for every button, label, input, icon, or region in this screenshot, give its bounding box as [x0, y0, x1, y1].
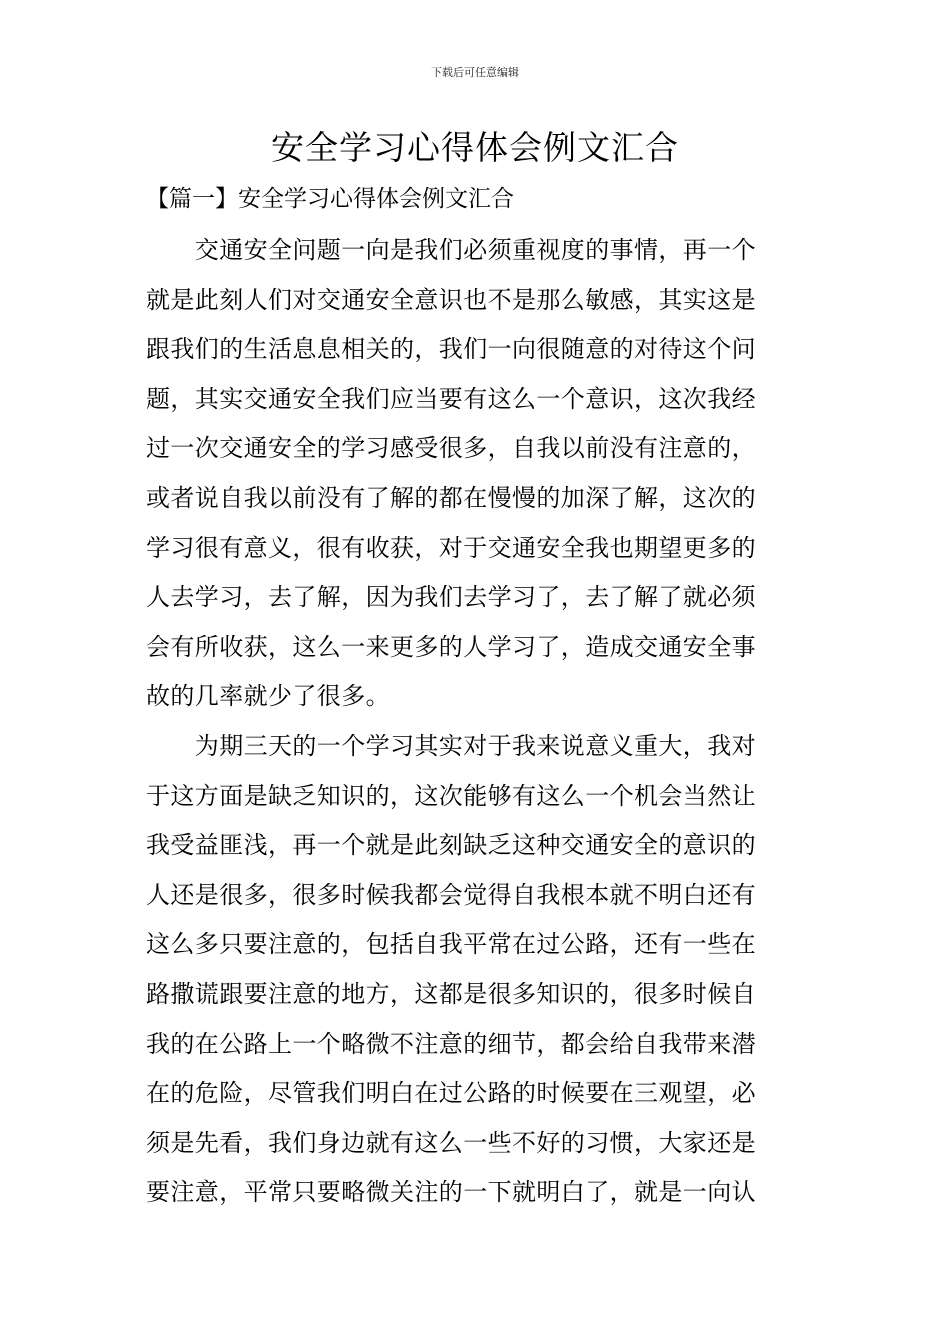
text-line: 路撒谎跟要注意的地方，这都是很多知识的，很多时候自	[146, 979, 756, 1008]
paragraph-2	[146, 722, 806, 1218]
text-line: 故的几率就少了很多。	[146, 682, 390, 711]
text-line: 在的危险，尽管我们明白在过公路的时候要在三观望，必	[146, 1079, 756, 1108]
text-line: 或者说自我以前没有了解的都在慢慢的加深了解，这次的	[146, 483, 756, 512]
text-line: 我受益匪浅，再一个就是此刻缺乏这种交通安全的意识的	[146, 831, 756, 860]
text-line: 人去学习，去了解，因为我们去学习了，去了解了就必须	[146, 583, 756, 612]
text-line: 过一次交通安全的学习感受很多，自我以前没有注意的，	[146, 434, 756, 463]
text-line: 这么多只要注意的，包括自我平常在过公路，还有一些在	[146, 930, 756, 959]
text-line: 学习很有意义，很有收获，对于交通安全我也期望更多的	[146, 533, 756, 562]
text-line: 于这方面是缺乏知识的，这次能够有这么一个机会当然让	[146, 781, 756, 810]
text-line: 交通安全问题一向是我们必须重视度的事情，再一个	[146, 236, 756, 264]
text-line: 要注意，平常只要略微关注的一下就明白了，就是一向认	[146, 1178, 756, 1207]
text-line: 就是此刻人们对交通安全意识也不是那么敏感，其实这是	[146, 285, 756, 314]
text-line: 我的在公路上一个略微不注意的细节，都会给自我带来潜	[146, 1029, 756, 1058]
text-line: 须是先看，我们身边就有这么一些不好的习惯，大家还是	[146, 1128, 756, 1157]
paragraph-1	[146, 226, 806, 722]
text-line: 跟我们的生活息息相关的，我们一向很随意的对待这个问	[146, 335, 756, 364]
text-line: 为期三天的一个学习其实对于我来说意义重大，我对	[146, 732, 756, 760]
text-line: 会有所收获，这么一来更多的人学习了，造成交通安全事	[146, 632, 756, 661]
header-note: 下载后可任意编辑	[431, 66, 519, 79]
text-line: 题，其实交通安全我们应当要有这么一个意识，这次我经	[146, 384, 756, 413]
document-title: 安全学习心得体会例文汇合	[271, 128, 679, 167]
text-line: 人还是很多，很多时候我都会觉得自我根本就不明白还有	[146, 880, 756, 909]
section-heading: 【篇一】安全学习心得体会例文汇合	[146, 186, 514, 212]
